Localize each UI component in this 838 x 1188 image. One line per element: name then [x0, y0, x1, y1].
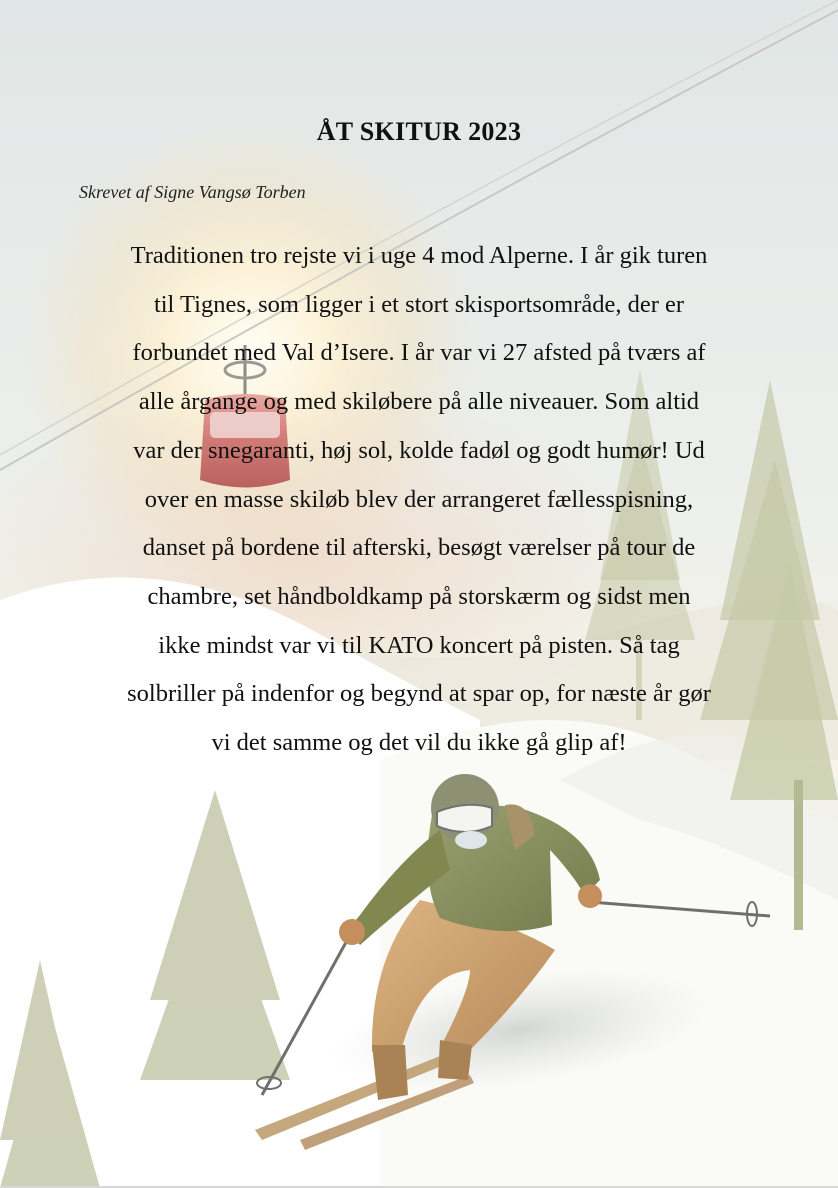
document-title: ÅT SKITUR 2023	[316, 117, 522, 146]
author-byline: Skrevet af Signe Vangsø Torben	[79, 182, 306, 202]
body-line: over en masse skiløb blev der arrangeret fællesspisning,	[144, 485, 694, 513]
body-line: solbriller på indenfor og begynd at spar op, for næste år gør	[127, 680, 711, 708]
body-line: til Tignes, som ligger i et stort skisportsområde, der er	[153, 290, 685, 318]
body-line: Traditionen tro rejste vi i uge 4 mod Alperne. I år gik turen	[130, 242, 708, 269]
article-body	[70, 232, 768, 768]
body-line: chambre, set håndboldkamp på storskærm og sidst men	[147, 582, 691, 610]
body-line: alle årgange og med skiløbere på alle niveauer. Som altid	[138, 388, 700, 416]
body-line: danset på bordene til afterski, besøgt værelser på tour de	[142, 534, 696, 562]
body-line: vi det samme og det vil du ikke gå glip af!	[211, 729, 627, 757]
body-line: var der snegaranti, høj sol, kolde fadøl og godt humør! Ud	[133, 436, 705, 464]
body-line: forbundet med Val d’Isere. I år var vi 27 afsted på tværs af	[132, 339, 706, 367]
body-line: ikke mindst var vi til KATO koncert på pisten. Så tag	[158, 631, 680, 659]
